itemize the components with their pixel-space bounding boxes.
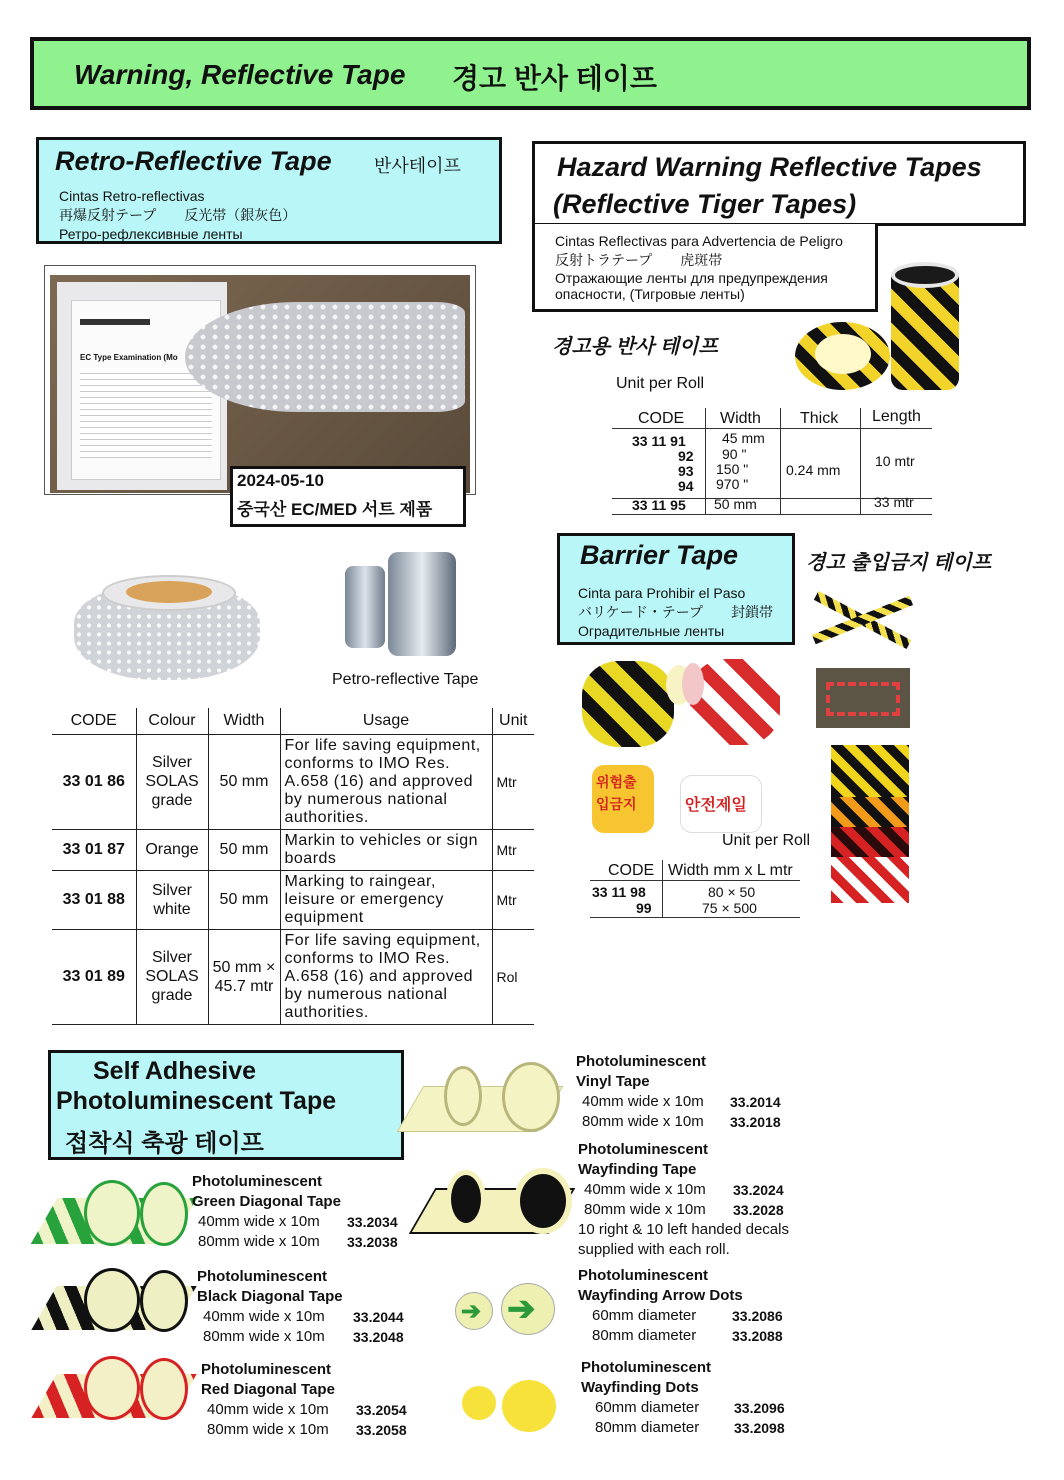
hazard-line-jp: 反射トラテープ 虎斑帯 [555, 252, 723, 268]
item-vinyl: Photoluminescent Vinyl Tape 40mm wide x 10m 33.2014 80mm wide x 10m 33.2018 [576, 1053, 781, 1130]
retro-col-width: Width [208, 708, 280, 734]
hazard-title-1: Hazard Warning Reflective Tapes [557, 152, 982, 182]
usage-cell: Markin to vehicles or sign boards [280, 829, 492, 870]
barrier-title-kr: 경고 출입금지 테이프 [806, 552, 991, 574]
width-cell: 50 mm [208, 829, 280, 870]
hazard-line-ru-1: Отражающие ленты для предупреждения [555, 270, 828, 286]
hazard-col-thick: Thick [800, 410, 839, 427]
hazard-last-width: 50 mm [714, 496, 757, 512]
colour-cell: Silver white [136, 870, 208, 929]
hazard-length: 10 mtr [875, 453, 915, 469]
usage-cell: For life saving equipment, conforms to IMO Res. A.658 (16) and approved by numerous national authorities. [280, 734, 492, 829]
retro-col-colour: Colour [136, 708, 208, 734]
hazard-width-2: 150 " [716, 461, 749, 477]
retro-roll-image [74, 575, 264, 685]
width-cell: 50 mm [208, 734, 280, 829]
retro-certificate-photo: EC Type Examination (Mo [44, 265, 476, 495]
photolum-title-kr: 접착식 축광 테이프 [65, 1130, 264, 1157]
table-row [52, 734, 534, 829]
barrier-korean-rolls-image [592, 765, 772, 837]
arrow-right-icon: ➔ [507, 1290, 536, 1328]
table-row [52, 929, 534, 1024]
retro-line-es: Cintas Retro-reflectivas [59, 188, 205, 204]
hazard-code-0: 33 11 91 [632, 433, 686, 449]
item-wayfinding-tape: Photoluminescent Wayfinding Tape 40mm wide x 10m 33.2024 80mm wide x 10m 33.2028 10 right & 10 left handed decals supplied with each roll. [578, 1141, 789, 1258]
hazard-col-length: Length [872, 408, 921, 425]
colour-cell: Silver SOLAS grade [136, 929, 208, 1024]
photo-note-text: 중국산 EC/MED 서트 제품 [237, 500, 433, 519]
item-red-diagonal: Photoluminescent Red Diagonal Tape 40mm wide x 10m 33.2054 80mm wide x 10m 33.2058 [201, 1361, 407, 1438]
barrier-header [557, 533, 795, 645]
hazard-line-ru-2: опасности, (Тигровые ленты) [555, 286, 745, 302]
code-cell: 33 01 88 [52, 870, 136, 929]
hazard-width-3: 970 " [716, 476, 749, 492]
hazard-last-code: 33 11 95 [632, 497, 686, 513]
hazard-tiger-rolls-image [795, 262, 965, 392]
barrier-col-code: CODE [608, 862, 655, 879]
photo-note-date: 2024-05-10 [237, 471, 324, 490]
retro-title: Retro-Reflective Tape [55, 146, 332, 176]
hazard-label-kr: 경고용 반사 테이프 [552, 336, 718, 358]
wayfinding-tape-image [422, 1168, 572, 1236]
unit-cell: Mtr [492, 734, 534, 829]
vinyl-tape-image [410, 1062, 560, 1134]
barrier-size-1: 75 × 500 [702, 900, 757, 916]
unit-cell: Mtr [492, 829, 534, 870]
hazard-col-width: Width [720, 410, 761, 427]
usage-cell: For life saving equipment, conforms to IMO Res. A.658 (16) and approved by numerous national authorities. [280, 929, 492, 1024]
barrier-size-0: 80 × 50 [708, 884, 756, 900]
barrier-roll-text-1: 위험출입금지 [596, 774, 637, 812]
barrier-line-es: Cinta para Prohibir el Paso [578, 585, 746, 601]
hazard-title-2: (Reflective Tiger Tapes) [553, 189, 857, 219]
retro-col-unit: Unit [492, 708, 534, 734]
retro-line-jp: 再爆反射テープ 反光帯（銀灰色） [59, 207, 297, 223]
page-title: Warning, Reflective Tape [74, 59, 406, 90]
hazard-col-code: CODE [638, 410, 685, 427]
colour-cell: Silver SOLAS grade [136, 734, 208, 829]
green-diagonal-tape-image [44, 1178, 188, 1248]
retro-line-ru: Ретро-рефлексивные ленты [59, 226, 243, 242]
barrier-col-size: Width mm x L mtr [668, 862, 793, 879]
usage-cell: Marking to raingear, leisure or emergency equipment [280, 870, 492, 929]
colour-cell: Orange [136, 829, 208, 870]
hazard-line-es: Cintas Reflectivas para Advertencia de Peligro [555, 233, 843, 249]
photolum-title-1: Self Adhesive [93, 1057, 257, 1085]
code-cell: 33 01 87 [52, 829, 136, 870]
barrier-line-ru: Оградительные ленты [578, 623, 725, 639]
item-arrow-dots: Photoluminescent Wayfinding Arrow Dots 60mm diameter 33.2086 80mm diameter 33.2088 [578, 1267, 783, 1344]
barrier-site-image [816, 668, 910, 728]
hazard-title-box [532, 141, 1026, 226]
photolum-title-2: Photoluminescent Tape [56, 1087, 337, 1115]
hazard-table [612, 408, 932, 514]
hazard-unit-label: Unit per Roll [616, 375, 705, 392]
width-cell: 50 mm [208, 870, 280, 929]
retro-table [52, 708, 534, 1025]
arrow-dots-image [455, 1283, 555, 1335]
barrier-unit-label: Unit per Roll [722, 832, 811, 849]
barrier-crossed-tape-image [815, 585, 905, 655]
hazard-thick: 0.24 mm [786, 462, 841, 478]
barrier-line-jp: バリケード・テープ 封鎖帯 [578, 604, 774, 620]
red-diagonal-tape-image [44, 1356, 188, 1422]
retro-col-code: CODE [52, 708, 136, 734]
hazard-code-1: 92 [678, 448, 694, 464]
width-cell: 50 mm × 45.7 mtr [208, 929, 280, 1024]
barrier-code-1: 99 [636, 900, 652, 916]
photo-note [230, 466, 466, 527]
hazard-code-3: 94 [678, 478, 694, 494]
unit-cell: Mtr [492, 870, 534, 929]
page-title-kr: 경고 반사 테이프 [452, 63, 657, 94]
dot-small [462, 1386, 496, 1420]
dot-large [502, 1380, 556, 1432]
retro-header [36, 137, 502, 244]
retro-small-rolls-image [340, 548, 460, 663]
black-diagonal-tape-image [44, 1268, 188, 1334]
item-black-diagonal: Photoluminescent Black Diagonal Tape 40mm wide x 10m 33.2044 80mm wide x 10m 33.2048 [197, 1268, 404, 1345]
table-row [52, 829, 534, 870]
barrier-roll-text-2: 안전제일 [685, 797, 747, 814]
item-wayfinding-dots: Photoluminescent Wayfinding Dots 60mm diameter 33.2096 80mm diameter 33.2098 [581, 1359, 785, 1436]
retro-photo-caption: Petro-reflective Tape [332, 671, 479, 688]
retro-col-usage: Usage [280, 708, 492, 734]
table-row [52, 870, 534, 929]
barrier-code-0: 33 11 98 [592, 884, 646, 900]
barrier-table [590, 860, 800, 918]
code-cell: 33 01 86 [52, 734, 136, 829]
hazard-width-1: 90 " [722, 446, 747, 462]
hazard-last-length: 33 mtr [874, 494, 914, 510]
page-header [30, 37, 1031, 110]
hazard-width-0: 45 mm [722, 430, 765, 446]
barrier-title: Barrier Tape [580, 540, 739, 570]
wayfinding-dots-image [460, 1380, 556, 1432]
retro-title-kr: 반사테이프 [374, 156, 461, 176]
item-green-diagonal: Photoluminescent Green Diagonal Tape 40mm wide x 10m 33.2034 80mm wide x 10m 33.2038 [192, 1173, 398, 1250]
arrow-right-icon: ➔ [461, 1298, 482, 1325]
code-cell: 33 01 89 [52, 929, 136, 1024]
photolum-header [48, 1050, 404, 1160]
barrier-tiger-tapes-image [831, 745, 909, 903]
hazard-code-2: 93 [678, 463, 694, 479]
barrier-rolls-image [582, 655, 782, 747]
unit-cell: Rol [492, 929, 534, 1024]
